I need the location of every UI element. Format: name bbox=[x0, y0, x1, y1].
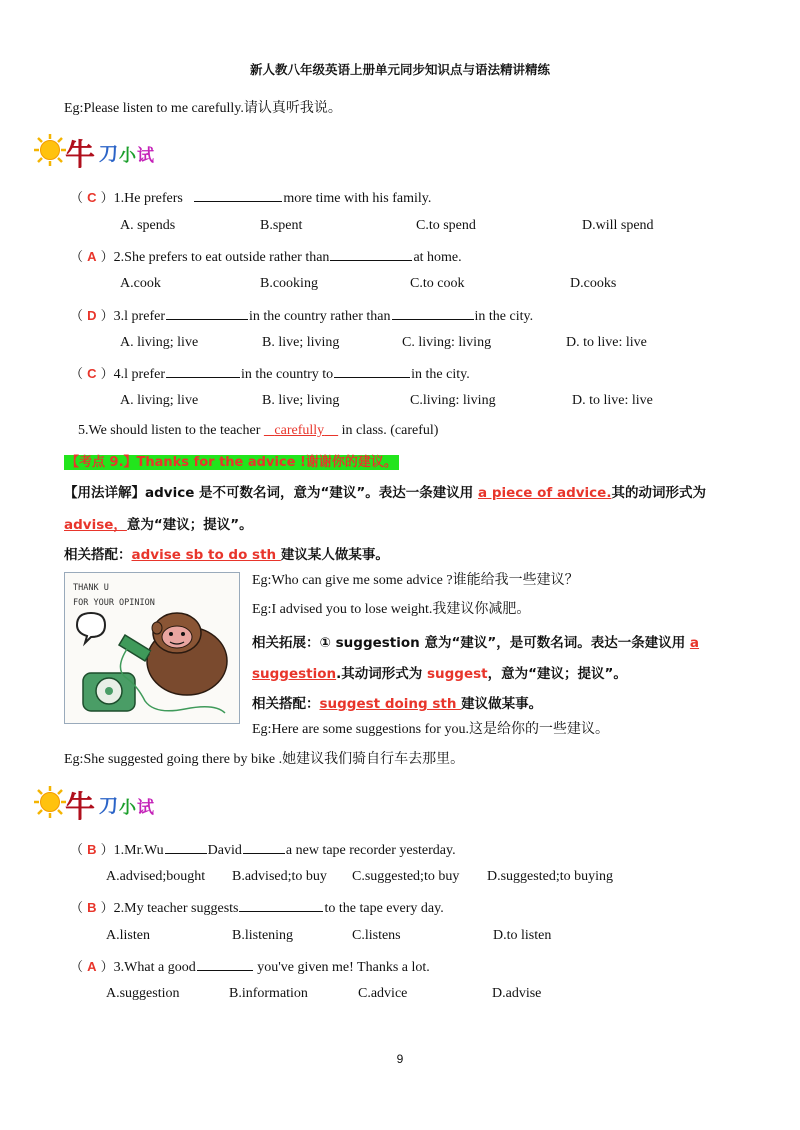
answer-blank bbox=[243, 840, 285, 854]
s2-question-3: （ A ）3.What a good you've given me! Thanks a lot. bbox=[70, 959, 430, 975]
answer-blank bbox=[197, 957, 253, 971]
extension-line-2: suggestion.其动词形式为 suggest，意为“建议；提议”。 bbox=[252, 666, 627, 682]
answer-blank bbox=[194, 188, 282, 202]
s1-question-1: （ C ）1.He prefers more time with his family. bbox=[70, 190, 432, 206]
answer: B bbox=[87, 842, 97, 857]
option: C. living: living bbox=[402, 335, 492, 350]
option: D. to live: live bbox=[566, 335, 647, 350]
option: B. live; living bbox=[262, 335, 340, 350]
logo-char-shi: 试 bbox=[137, 798, 154, 818]
option: A.listen bbox=[106, 928, 150, 943]
answer: A bbox=[87, 249, 97, 264]
usage-line-1: 【用法详解】advice 是不可数名词，意为“建议”。表达一条建议用 a piece of advice.其的动词形式为 bbox=[64, 485, 706, 501]
example-advice-1: Eg:Who can give me some advice ?谁能给我一些建议？ bbox=[252, 573, 579, 588]
logo-char-niu: 牛 bbox=[65, 138, 95, 173]
option: B.spent bbox=[260, 218, 303, 233]
option: A. living; live bbox=[120, 335, 199, 350]
option: D.to listen bbox=[493, 928, 552, 943]
intro-example: Eg:Please listen to me carefully.请认真听我说。 bbox=[64, 101, 342, 116]
logo-char-shi: 试 bbox=[137, 146, 154, 166]
s1-question-5: 5.We should listen to the teacher carefully in class. (careful) bbox=[78, 423, 439, 438]
option: C.listens bbox=[352, 928, 401, 943]
s2-question-2: （ B ）2.My teacher suggests to the tape every day. bbox=[70, 900, 444, 916]
fill-answer: carefully bbox=[274, 423, 325, 438]
answer: B bbox=[87, 900, 97, 915]
answer-blank bbox=[166, 306, 248, 320]
example-advice-2: Eg:I advised you to lose weight.我建议你减肥。 bbox=[252, 602, 531, 617]
option: C.suggested;to buy bbox=[352, 869, 460, 884]
logo-char-niu: 牛 bbox=[65, 790, 95, 825]
option: B.listening bbox=[232, 928, 294, 943]
answer-blank bbox=[334, 364, 410, 378]
option: B.information bbox=[229, 986, 308, 1001]
option: A.advised;bought bbox=[106, 869, 206, 884]
image-caption-2: FOR YOUR OPINION bbox=[73, 598, 155, 608]
logo-char-xiao: 小 bbox=[119, 798, 136, 818]
answer-blank bbox=[330, 247, 412, 261]
sun-icon bbox=[33, 133, 67, 167]
option: D.will spend bbox=[582, 218, 654, 233]
option: A.cook bbox=[120, 276, 161, 291]
thank-you-illustration bbox=[64, 572, 240, 724]
option: C.living: living bbox=[410, 393, 496, 408]
s2-question-1: （ B ）1.Mr.Wu David a new tape recorder yesterday. bbox=[70, 842, 456, 858]
option: B. live; living bbox=[262, 393, 340, 408]
example-suggested: Eg:She suggested going there by bike .她建议我们骑自行车去那里。 bbox=[64, 752, 465, 767]
answer: D bbox=[87, 308, 97, 323]
option: B.advised;to buy bbox=[232, 869, 327, 884]
option: D.cooks bbox=[570, 276, 617, 291]
usage-line-2: advise，意为“建议；提议”。 bbox=[64, 517, 253, 533]
option: A. spends bbox=[120, 218, 176, 233]
logo-char-dao: 刀 bbox=[99, 143, 119, 165]
answer: C bbox=[87, 190, 97, 205]
option: D. to live: live bbox=[572, 393, 653, 408]
example-suggestion: Eg:Here are some suggestions for you.这是给你的一些建议。 bbox=[252, 722, 609, 737]
extension-line-1: 相关拓展：① suggestion 意为“建议”，是可数名词。表达一条建议用 a bbox=[252, 635, 700, 651]
monkey-phone-drawing bbox=[65, 573, 239, 723]
s1-question-2: （ A ）2.She prefers to eat outside rather than at home. bbox=[70, 249, 462, 265]
option: D.advise bbox=[492, 986, 542, 1001]
option: A. living; live bbox=[120, 393, 199, 408]
collocation-line: 相关搭配：suggest doing sth 建议做某事。 bbox=[252, 696, 543, 712]
option: C.to cook bbox=[410, 276, 465, 291]
answer-blank bbox=[392, 306, 474, 320]
usage-line-3: 相关搭配：advise sb to do sth 建议某人做某事。 bbox=[64, 547, 389, 563]
page-number: 9 bbox=[396, 1052, 404, 1066]
answer-blank bbox=[166, 364, 240, 378]
s1-question-3: （ D ）3.l prefer in the country rather than in the city. bbox=[70, 308, 534, 324]
answer: A bbox=[87, 959, 97, 974]
page-header: 新人教八年级英语上册单元同步知识点与语法精讲精练 bbox=[249, 62, 550, 77]
option: A.suggestion bbox=[106, 986, 180, 1001]
kaodian-title: 【考点 9.】Thanks for the advice !谢谢你的建议。 bbox=[66, 455, 397, 470]
niudao-logo-2 bbox=[33, 782, 163, 825]
option: B.cooking bbox=[260, 276, 318, 291]
answer: C bbox=[87, 366, 97, 381]
answer-blank bbox=[239, 898, 323, 912]
answer-blank bbox=[165, 840, 207, 854]
sun-icon bbox=[33, 785, 67, 819]
logo-char-dao: 刀 bbox=[99, 795, 119, 817]
option: C.to spend bbox=[416, 218, 476, 233]
option: C.advice bbox=[358, 986, 408, 1001]
s1-question-4: （ C ）4.l prefer in the country to in the city. bbox=[70, 366, 470, 382]
niudao-logo bbox=[33, 130, 163, 173]
option: D.suggested;to buying bbox=[487, 869, 613, 884]
logo-char-xiao: 小 bbox=[119, 146, 136, 166]
image-caption-1: THANK U bbox=[73, 583, 109, 593]
